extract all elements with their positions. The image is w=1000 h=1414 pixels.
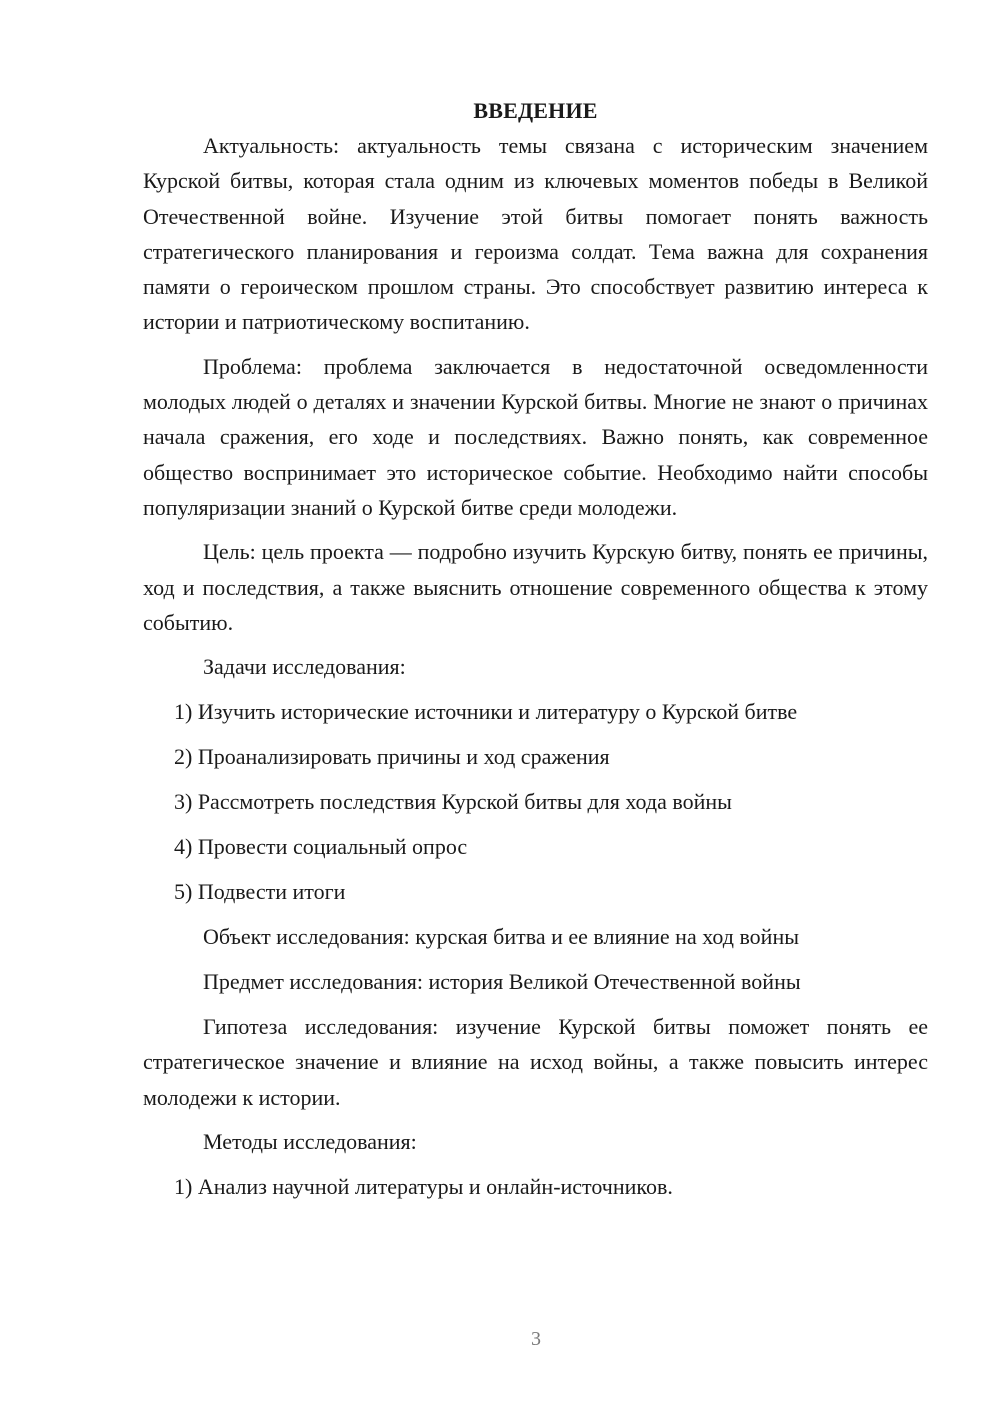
task-item: 3) Рассмотреть последствия Курской битвы для хода войны	[174, 789, 732, 815]
problem-paragraph: Проблема: проблема заключается в недостаточной осведомленности молодых людей о деталях и значении Курской битвы. Многие не знают о причинах начала сражения, его ходе и последствиях. Важно понять, как современное общество воспринимает это историческое событие. Необходимо найти способы популяризации знаний о Курской битве среди молодежи.	[143, 353, 928, 520]
tasks-list	[143, 694, 928, 909]
goal-paragraph: Цель: цель проекта — подробно изучить Курскую битву, понять ее причины, ход и последствия, а также выяснить отношение современного общества к этому событию.	[143, 539, 928, 635]
task-item: 4) Провести социальный опрос	[174, 834, 468, 860]
document-page	[143, 93, 928, 1214]
task-item: 5) Подвести итоги	[174, 879, 346, 905]
task-item: 2) Проанализировать причины и ход сражения	[174, 744, 610, 770]
methods-list	[143, 1169, 928, 1204]
research-subject: Предмет исследования: история Великой Отечественной войны	[203, 969, 801, 995]
methods-heading: Методы исследования:	[203, 1129, 417, 1155]
research-object: Объект исследования: курская битва и ее влияние на ход войны	[203, 924, 800, 950]
page-title: ВВЕДЕНИЕ	[473, 98, 598, 123]
hypothesis-paragraph: Гипотеза исследования: изучение Курской битвы поможет понять ее стратегическое значение и влияние на исход войны, а также повысить интерес молодежи к истории.	[143, 1014, 928, 1110]
relevance-paragraph: Актуальность: актуальность темы связана с историческим значением Курской битвы, которая стала одним из ключевых моментов победы в Великой Отечественной войне. Изучение этой битвы помогает понять важность стратегического планирования и героизма солдат. Тема важна для сохранения памяти о героическом прошлом страны. Это способствует развитию интереса к истории и патриотическому воспитанию.	[143, 133, 928, 335]
task-item: 1) Изучить исторические источники и литературу о Курской битве	[174, 699, 798, 725]
page-number: 3	[531, 1328, 541, 1350]
method-item: 1) Анализ научной литературы и онлайн-источников.	[174, 1174, 673, 1200]
tasks-heading: Задачи исследования:	[203, 654, 406, 680]
